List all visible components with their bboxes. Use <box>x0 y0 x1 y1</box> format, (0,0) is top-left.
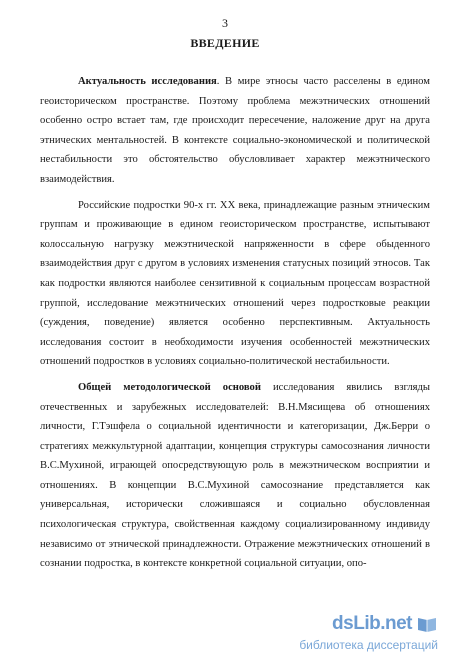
paragraph-text: Российские подростки 90-х гг. XX века, принадлежащие разным этническим группам и проживающие в едином геоисторическом пространстве, испытывают колоссальную нагрузку межэтнической напряженности в сфере обыденного взаимодействия друг с другом в условиях изменения статусных позиций этносов. Так как подростки являются наиболее сензитивной к социальным процессам возрастной группой, исследование межэтнических отношений через подростковые реакции (суждения, поведение) является особенно перспективным. Актуальность исследования состоит в необходимости изучения особенностей межэтнических отношений подростков в условиях социально-политической нестабильности. <box>40 199 430 368</box>
paragraph-relevance <box>40 72 430 190</box>
watermark-site: dsLib.net <box>332 613 412 634</box>
bold-lead: Актуальность исследования <box>78 76 217 87</box>
document-body <box>40 72 430 580</box>
paragraph-text: . В мире этносы часто расселены в едином геоисторическом пространстве. Поэтому проблема межэтнических отношений особенно остро встает там, где происходит пересечение, наложение друг на друга этнических ментальностей. В контексте социально-экономической и политической нестабильности это обстоятельство обусловливает характер межэтнического взаимодействия. <box>40 76 430 185</box>
paragraph-text: исследования явились взгляды отечественных и зарубежных исследователей: В.Н.Мясищева об отношениях личности, Г.Тэшфела о социальной идентичности и категоризации, Дж.Берри о стратегиях межкультурной адаптации, концепция структуры самосознания личности В.С.Мухиной, играющей опосредствующую роль в межэтническом восприятии и отношениях. В концепции В.С.Мухиной самосознание представляется как универсальная, исторически сложившаяся и социально обусловленная психологическая структура, свойственная каждому социализированному индивиду независимо от этнической принадлежности. Отражение межэтнических отношений в сознании подростка, в контексте конкретной социальной ситуации, опо- <box>40 381 430 570</box>
paragraph-methodology <box>40 378 430 574</box>
watermark <box>292 611 442 657</box>
bold-lead: Общей методологической основой <box>78 381 261 393</box>
section-heading: ВВЕДЕНИЕ <box>190 36 260 50</box>
page-number: 3 <box>222 16 228 30</box>
watermark-logo <box>332 611 438 637</box>
watermark-caption: библиотека диссертаций <box>299 638 438 652</box>
book-icon <box>416 614 438 634</box>
paragraph-adolescents <box>40 196 430 372</box>
